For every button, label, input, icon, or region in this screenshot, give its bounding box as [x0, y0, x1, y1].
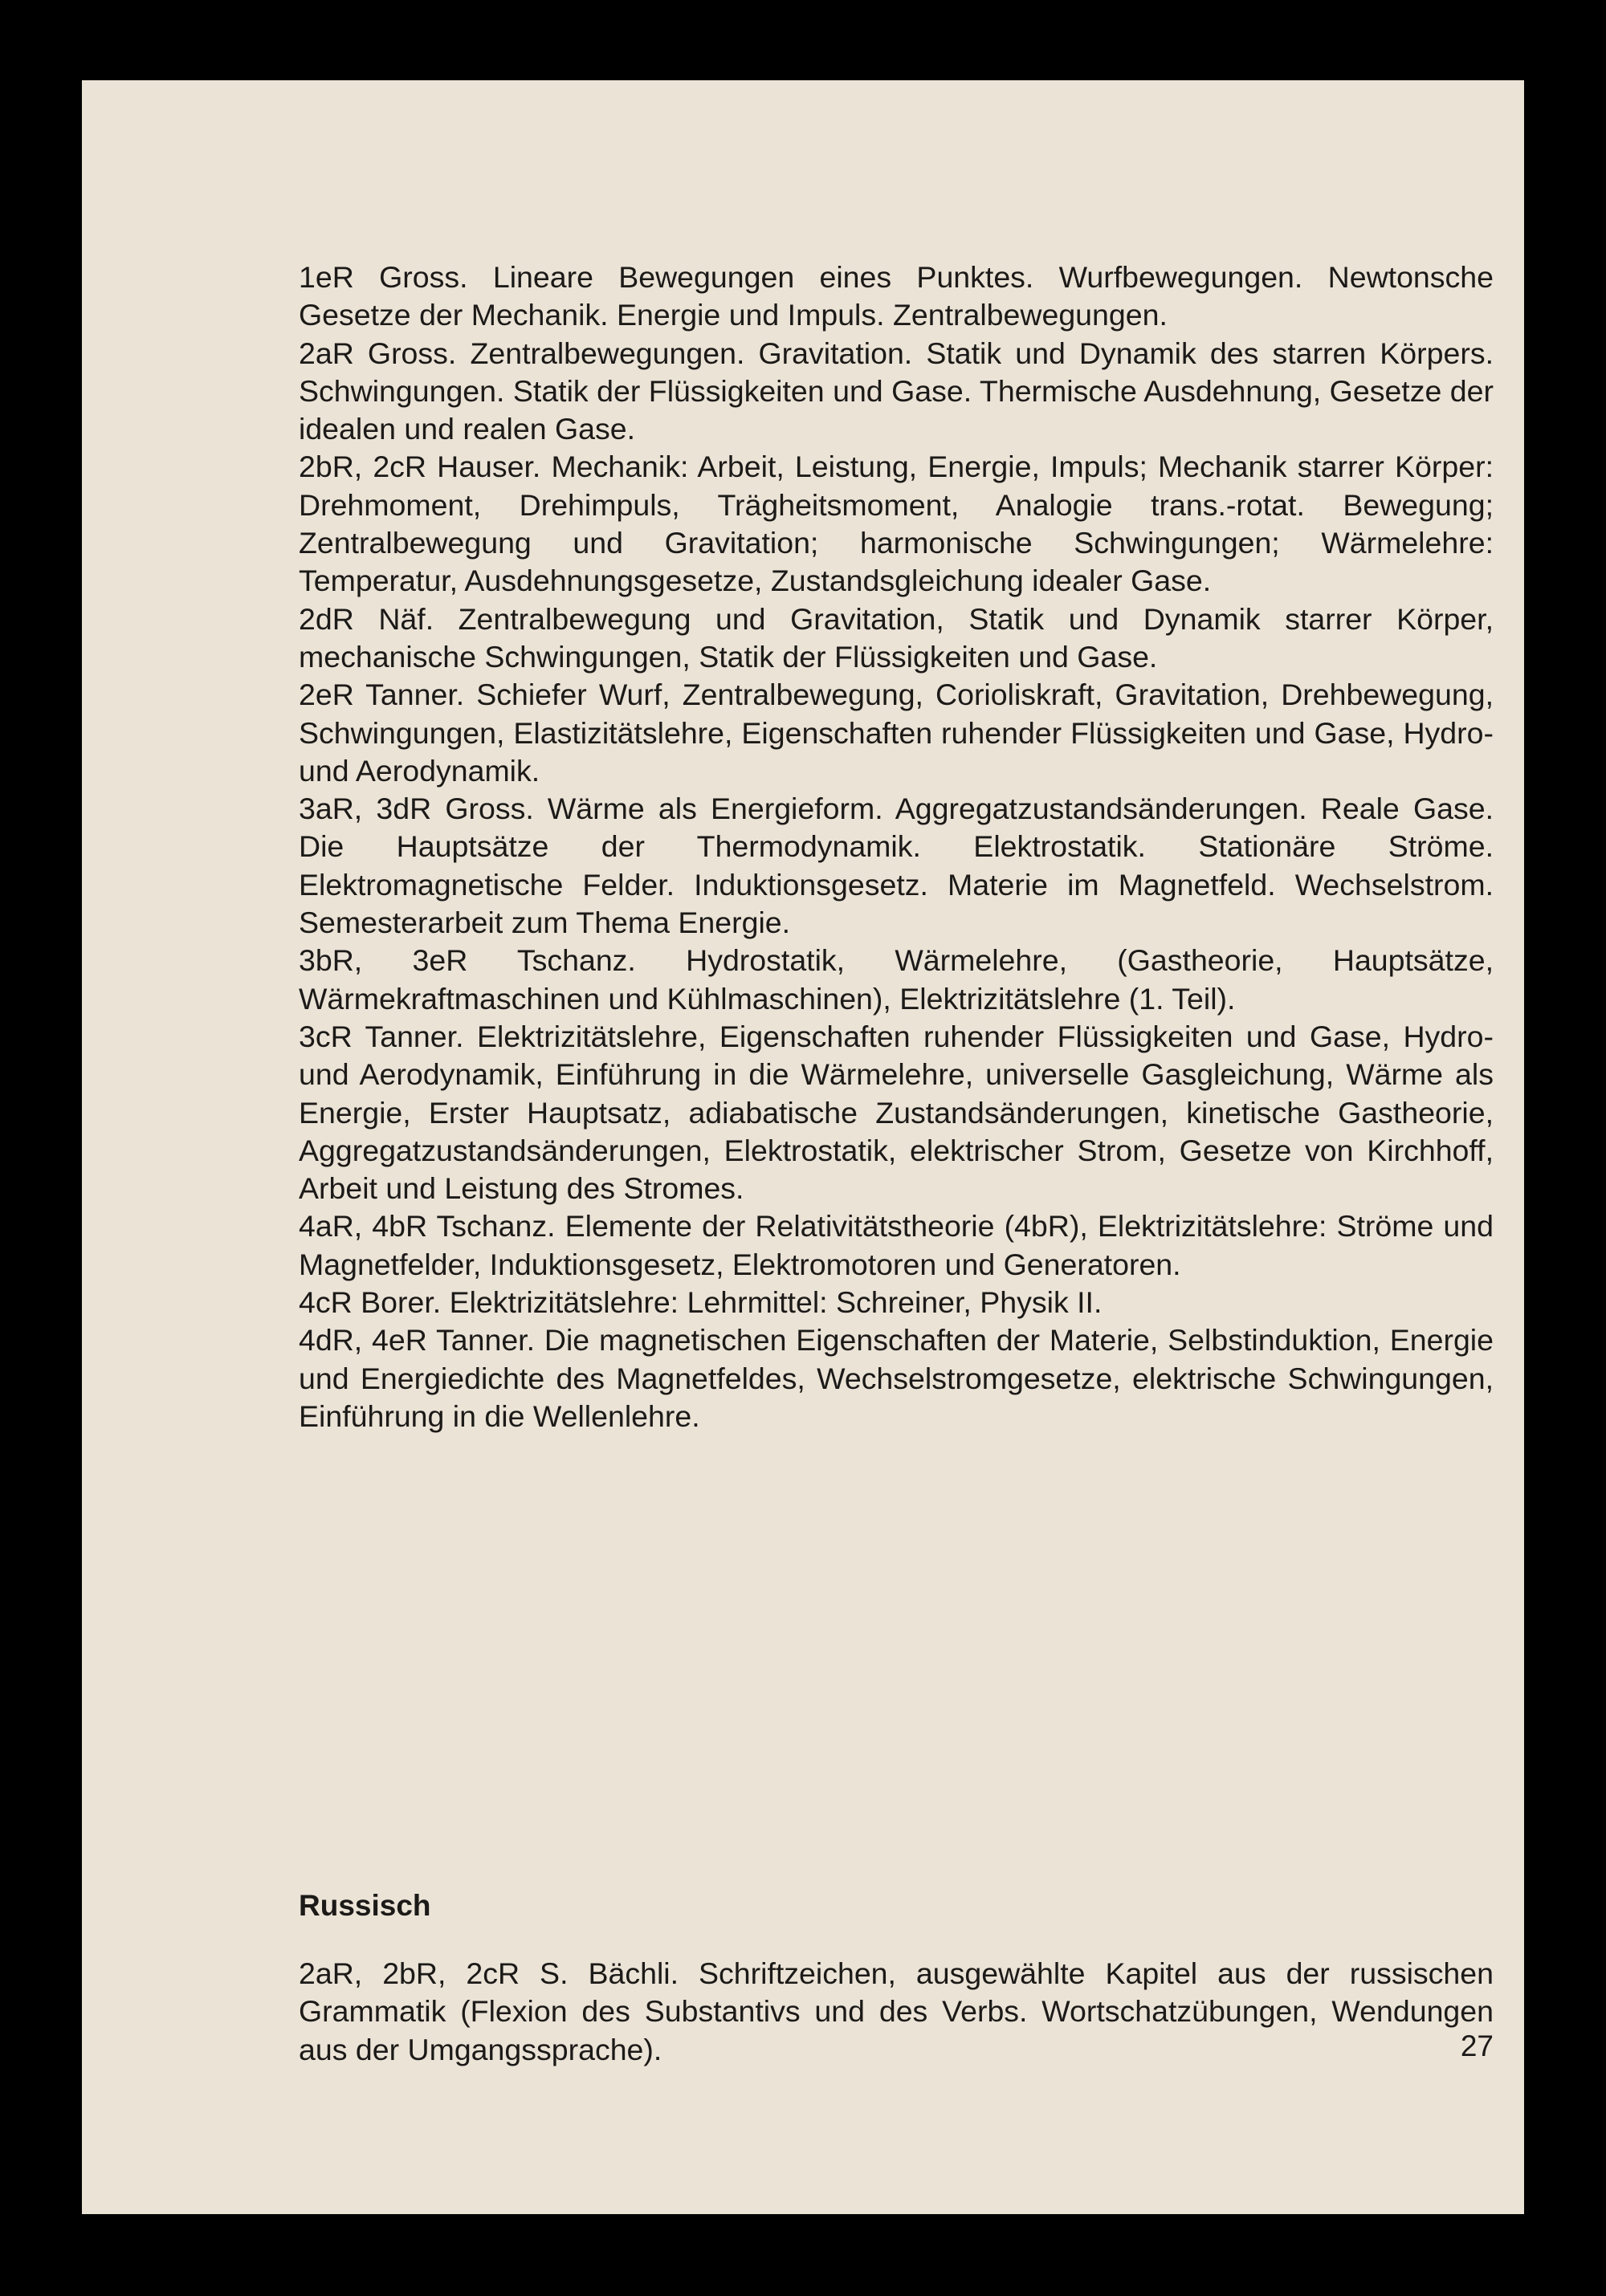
course-entry-3cR: 3cR Tanner. Elektrizitätslehre, Eigenschaften ruhender Flüssigkeiten und Gase, Hydro- und Aerodynamik, Einführung in die Wärmelehre, universelle Gasgleichung, Wärme als Energie, Erster Hauptsatz, adiabatische Zustandsänderungen, kinetische Gastheorie, Aggregatzustandsänderungen, Elektrostatik, elektrischer Strom, Gesetze von Kirchhoff, Arbeit und Leistung des Stromes.: [299, 1019, 1494, 1206]
course-entry-2eR: 2eR Tanner. Schiefer Wurf, Zentralbewegung, Corioliskraft, Gravitation, Drehbewegung, Schwingungen, Elastizitätslehre, Eigenschaften ruhender Flüssigkeiten und Gase, Hydro- und Aerodynamik.: [299, 678, 1494, 788]
course-entry-3aR-3dR: 3aR, 3dR Gross. Wärme als Energieform. Aggregatzustandsänderungen. Reale Gase. Die Hauptsätze der Thermodynamik. Elektrostatik. Stationäre Ströme. Elektromagnetische Felder. Induktionsgesetz. Materie im Magnetfeld. Wechselstrom. Semesterarbeit zum Thema Energie.: [299, 792, 1494, 940]
course-entry-4cR: 4cR Borer. Elektrizitätslehre: Lehrmittel: Schreiner, Physik II.: [299, 1285, 1103, 1320]
page-sheet: [82, 80, 1524, 2214]
course-entry-2aR: 2aR Gross. Zentralbewegungen. Gravitation. Statik und Dynamik des starren Körpers. Schwingungen. Statik der Flüssigkeiten und Gase. Thermische Ausdehnung, Gesetze der idealen und realen Gase.: [299, 336, 1494, 446]
course-entry-4aR-4bR: 4aR, 4bR Tschanz. Elemente der Relativitätstheorie (4bR), Elektrizitätslehre: Ströme und Magnetfelder, Induktionsgesetz, Elektromotoren und Generatoren.: [299, 1209, 1494, 1281]
course-entry-1eR: 1eR Gross. Lineare Bewegungen eines Punktes. Wurfbewegungen. Newtonsche Gesetze der Mechanik. Energie und Impuls. Zentralbewegungen.: [299, 260, 1494, 332]
course-entry-3bR-3eR: 3bR, 3eR Tschanz. Hydrostatik, Wärmelehre, (Gastheorie, Hauptsätze, Wärmekraftmaschinen und Kühlmaschinen), Elektrizitätslehre (1. Teil).: [299, 943, 1494, 1016]
section-heading-russisch: Russisch: [299, 1889, 431, 1922]
course-entry-2dR: 2dR Näf. Zentralbewegung und Gravitation, Statik und Dynamik starrer Körper, mechanische Schwingungen, Statik der Flüssigkeiten und Gase.: [299, 601, 1494, 674]
course-entry-russisch: 2aR, 2bR, 2cR S. Bächli. Schriftzeichen, ausgewählte Kapitel aus der russischen Grammatik (Flexion des Substantivs und des Verbs. Wortschatzübungen, Wendungen aus der Umgangssprache).: [299, 1956, 1494, 2066]
physik-section: [299, 259, 1494, 1435]
course-entry-4dR-4eR: 4dR, 4eR Tanner. Die magnetischen Eigenschaften der Materie, Selbstinduktion, Energie und Energiedichte des Magnetfeldes, Wechselstromgesetze, elektrische Schwingungen, Einführung in die Wellenlehre.: [299, 1323, 1494, 1433]
russisch-section: [299, 1955, 1494, 2069]
course-entry-2bR-2cR: 2bR, 2cR Hauser. Mechanik: Arbeit, Leistung, Energie, Impuls; Mechanik starrer Körper: Drehmoment, Drehimpuls, Trägheitsmoment, Analogie trans.-rotat. Bewegung; Zentralbewegung und Gravitation; harmonische Schwingungen; Wärmelehre: Temperatur, Ausdehnungsgesetze, Zustandsgleichung idealer Gase.: [299, 450, 1494, 598]
page-number: 27: [1460, 2029, 1494, 2062]
